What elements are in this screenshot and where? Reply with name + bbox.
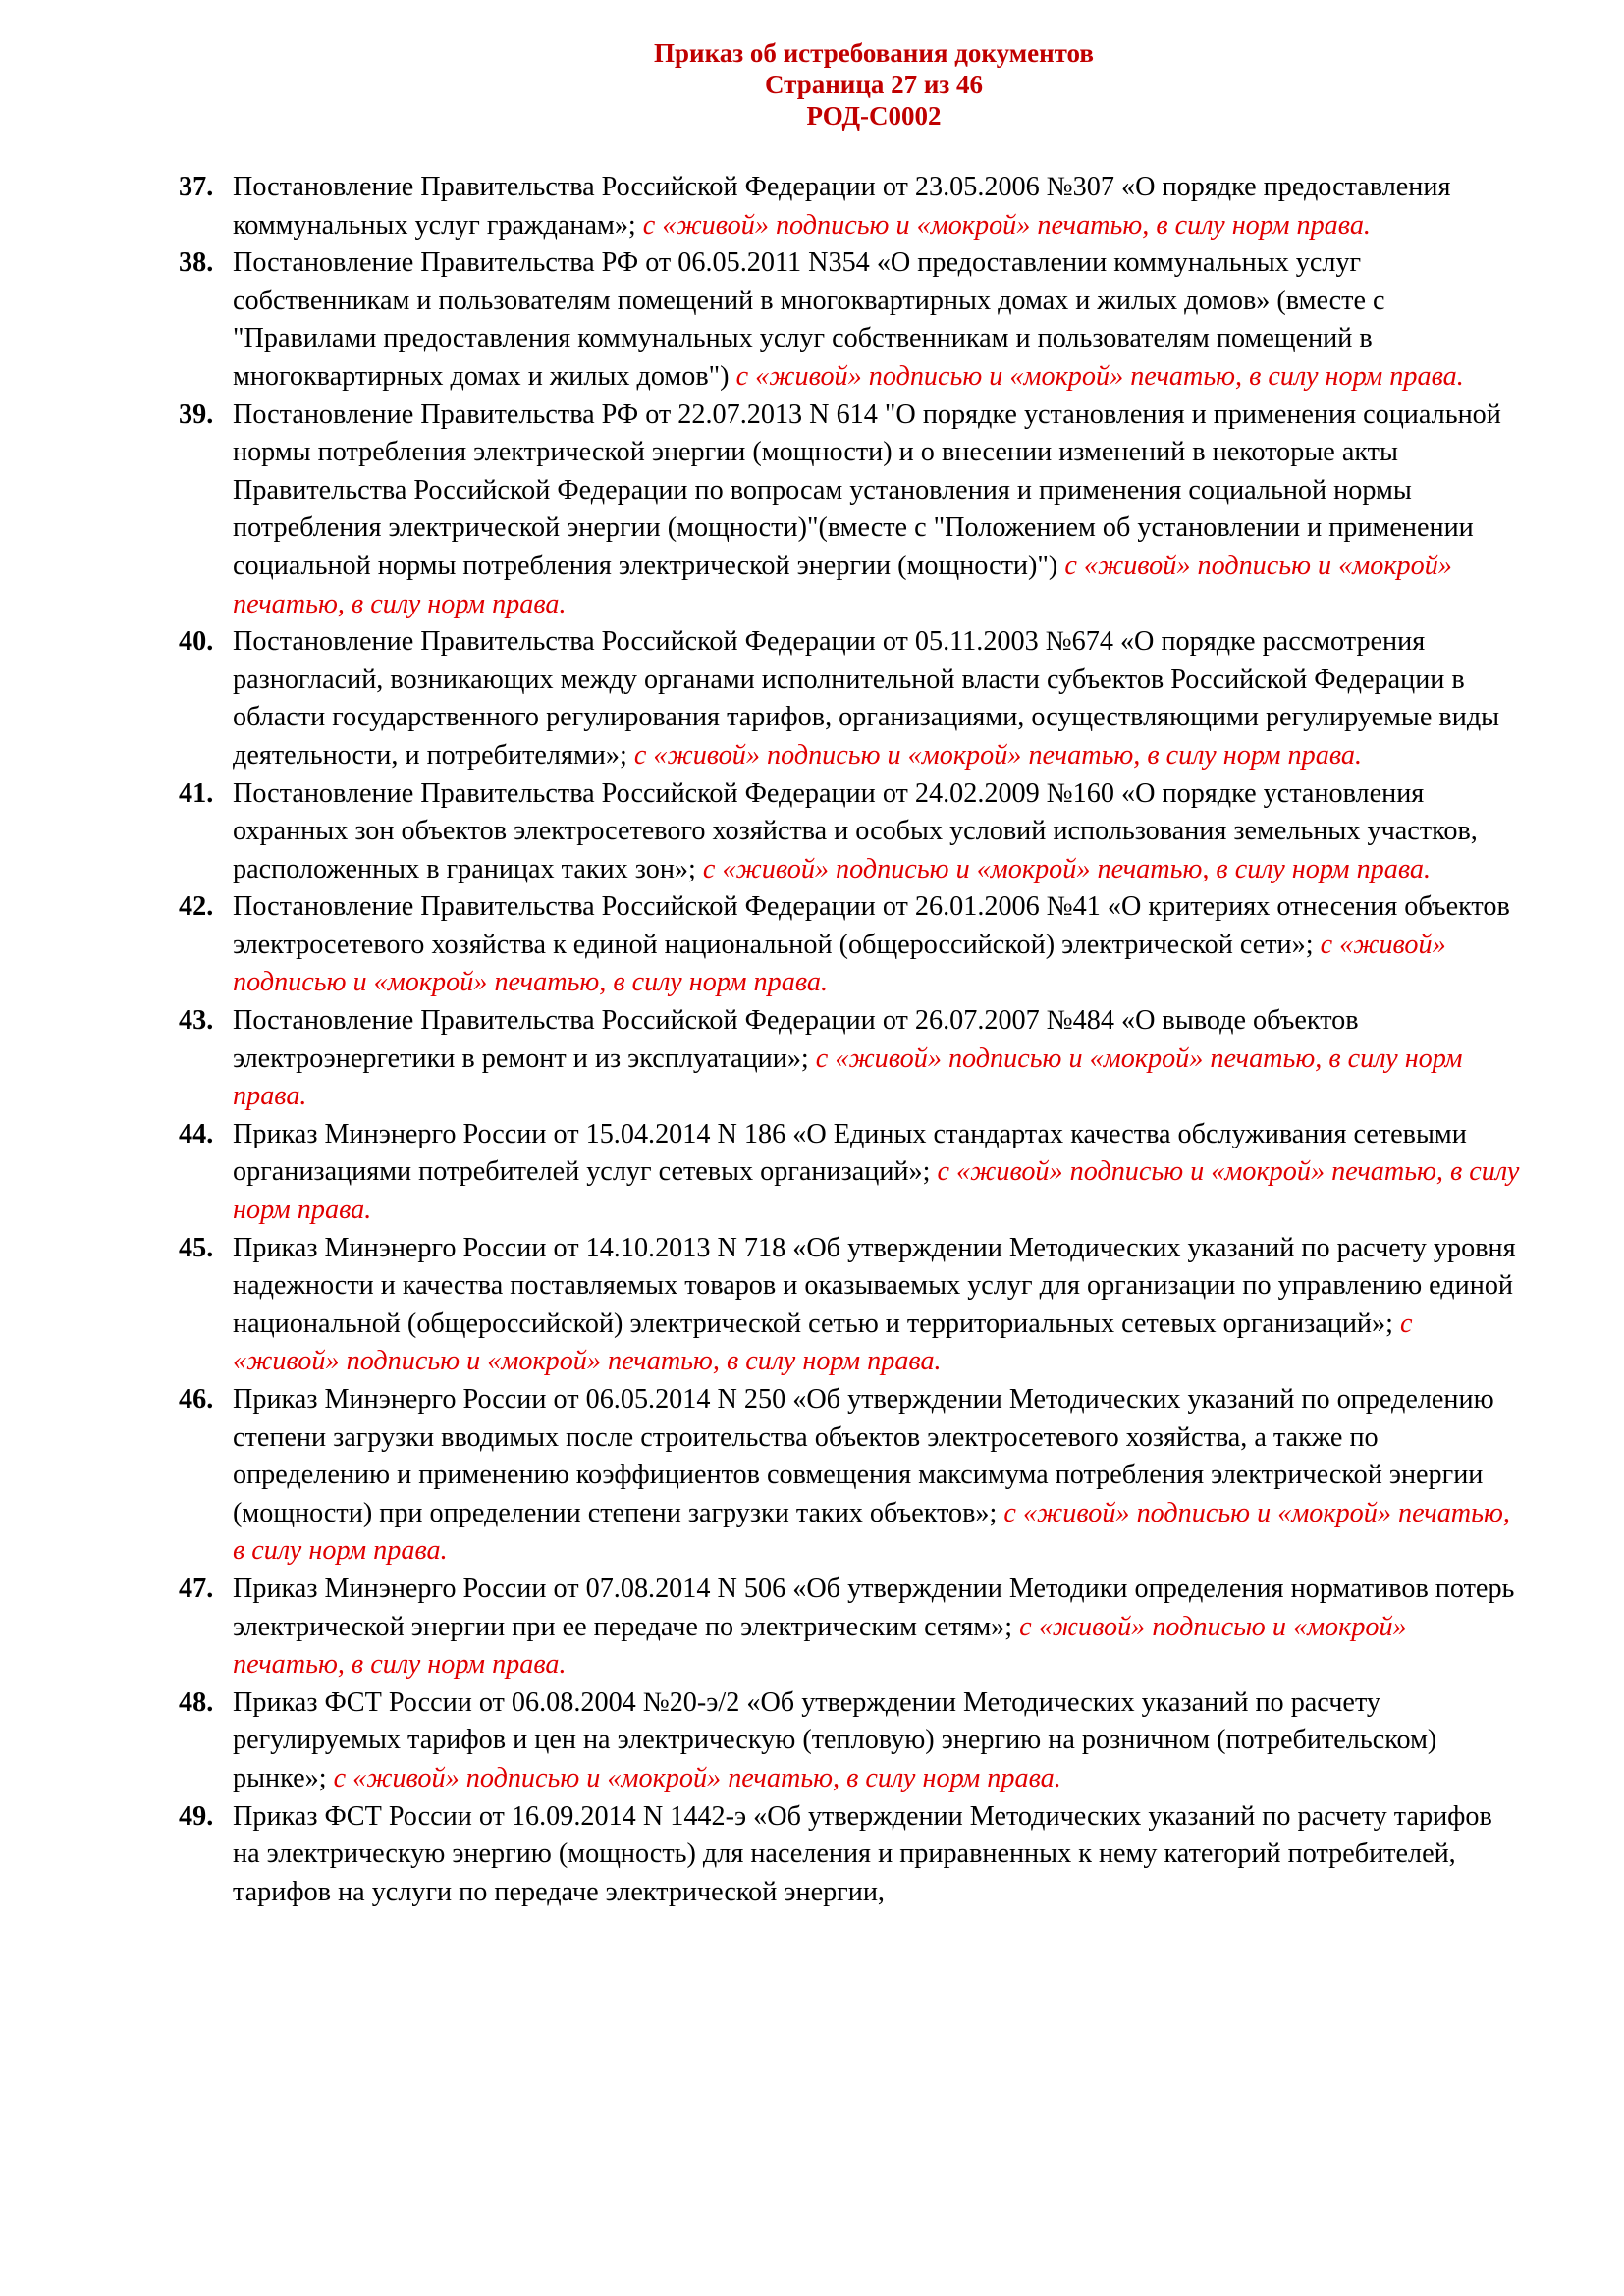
item-number: 44.	[179, 1118, 214, 1149]
item-note: с «живой» подписью и «мокрой» печатью, в силу норм права.	[735, 360, 1464, 392]
item-number: 37.	[179, 172, 214, 202]
item-text: Приказ Минэнерго России от 06.05.2014 N 250 «Об утверждении Методических указаний по определению степени загрузки вводимых после строительства объектов электросетевого хозяйства, а также по определению и применению коэффициентов совмещения максимума потребления электрической энергии (мощности) при определении степени загрузки таких объектов»;	[233, 1384, 1494, 1528]
item-text: Постановление Правительства Российской Федерации от 26.07.2007 №484 «О выводе объектов электроэнергетики в ремонт и из эксплуатации»;	[233, 1005, 1359, 1074]
list-item	[179, 169, 1524, 244]
item-number: 43.	[179, 1005, 214, 1037]
item-text: Постановление Правительства РФ от 06.05.2011 N354 «О предоставлении коммунальных услуг собственникам и пользователям помещений в многоквартирных домах и жилых домов» (вместе с "Правилами предоставления коммунальных услуг собственникам и пользователям помещений в многоквартирных домах и жилых домов")	[233, 247, 1385, 392]
item-note: с «живой» подписью и «мокрой» печатью, в силу норм права.	[233, 929, 1446, 998]
list-item	[179, 397, 1524, 624]
list-item	[179, 1684, 1524, 1798]
item-number: 49.	[179, 1800, 214, 1832]
item-text: Постановление Правительства РФ от 22.07.2013 N 614 "О порядке установления и применения социальной нормы потребления электрической энергии (мощности) и о внесении изменений в некоторые акты Правительства Российской Федерации по вопросам установления и применения социальной нормы потребления электрической энергии (мощности)"(вместе с "Положением об установлении и применении социальной нормы потребления электрической энергии (мощности)")	[233, 399, 1501, 581]
document-code: РОД-С0002	[806, 101, 942, 131]
item-note: с «живой» подписью и «мокрой» печатью, в силу норм права.	[633, 739, 1363, 771]
item-note: с «живой» подписью и «мокрой» печатью, в силу норм права.	[233, 1156, 1520, 1226]
list-item	[179, 1381, 1524, 1571]
item-text: Приказ ФСТ России от 06.08.2004 №20-э/2 «Об утверждении Методических указаний по расчету регулируемых тарифов и цен на электрическую (тепловую) энергию на розничном (потребительском) рынке»;	[233, 1686, 1437, 1793]
list-item	[179, 1002, 1524, 1116]
list-item	[179, 775, 1524, 889]
item-number: 48.	[179, 1686, 214, 1718]
list-item	[179, 888, 1524, 1002]
item-number: 38.	[179, 247, 214, 279]
item-number: 47.	[179, 1573, 214, 1604]
item-number: 39.	[179, 399, 214, 430]
item-note: с «живой» подписью и «мокрой» печатью, в силу норм права.	[702, 853, 1432, 884]
list-item	[179, 244, 1524, 396]
item-number: 40.	[179, 626, 214, 658]
list-item	[179, 1571, 1524, 1684]
item-note: с «живой» подписью и «мокрой» печатью, в силу норм права.	[233, 1042, 1463, 1112]
item-note: с «живой» подписью и «мокрой» печатью, в силу норм права.	[233, 1308, 1413, 1377]
item-text: Постановление Правительства Российской Федерации от 26.01.2006 №41 «О критериях отнесения объектов электросетевого хозяйства к единой национальной (общероссийской) электрической сети»;	[233, 891, 1510, 960]
list-item	[179, 1798, 1524, 1912]
item-text: Постановление Правительства Российской Федерации от 05.11.2003 №674 «О порядке рассмотрения разногласий, возникающих между органами исполнительной власти субъектов Российской Федерации в области государственного регулирования тарифов, организациями, осуществляющими регулируемые виды деятельности, и потребителями»;	[233, 626, 1500, 771]
legal-acts-list	[179, 169, 1524, 1911]
item-note: с «живой» подписью и «мокрой» печатью, в силу норм права.	[642, 209, 1371, 240]
item-number: 46.	[179, 1384, 214, 1415]
item-number: 45.	[179, 1232, 214, 1263]
list-item	[179, 623, 1524, 774]
item-text: Постановление Правительства Российской Федерации от 24.02.2009 №160 «О порядке установления охранных зон объектов электросетевого хозяйства и особых условий использования земельных участков, расположенных в границах таких зон»;	[233, 777, 1478, 884]
item-text: Приказ Минэнерго России от 15.04.2014 N 186 «О Единых стандартах качества обслуживания сетевыми организациями потребителей услуг сетевых организаций»;	[233, 1118, 1467, 1188]
item-note: с «живой» подписью и «мокрой» печатью, в силу норм права.	[233, 1611, 1407, 1681]
item-note: с «живой» подписью и «мокрой» печатью, в силу норм права.	[233, 1497, 1510, 1567]
list-item	[179, 1230, 1524, 1381]
item-note: с «живой» подписью и «мокрой» печатью, в силу норм права.	[233, 550, 1452, 619]
page-header	[0, 37, 1624, 132]
item-text: Приказ Минэнерго России от 14.10.2013 N 718 «Об утверждении Методических указаний по расчету уровня надежности и качества поставляемых товаров и оказываемых услуг для организации по управлению единой национальной (общероссийской) электрической сетью и территориальных сетевых организаций»;	[233, 1232, 1516, 1339]
item-number: 41.	[179, 777, 214, 809]
page-number: Страница 27 из 46	[764, 70, 984, 99]
item-number: 42.	[179, 891, 214, 923]
list-item	[179, 1116, 1524, 1230]
item-text: Приказ ФСТ России от 16.09.2014 N 1442-э «Об утверждении Методических указаний по расчету тарифов на электрическую энергию (мощность) для населения и приравненных к нему категорий потребителей, тарифов на услуги по передаче электрической энергии,	[233, 1800, 1492, 1907]
item-note: с «живой» подписью и «мокрой» печатью, в силу норм права.	[333, 1762, 1061, 1793]
item-text: Приказ Минэнерго России от 07.08.2014 N 506 «Об утверждении Методики определения нормативов потерь электрической энергии при ее передаче по электрическим сетям»;	[233, 1573, 1515, 1642]
item-text: Постановление Правительства Российской Федерации от 23.05.2006 №307 «О порядке предоставления коммунальных услуг гражданам»;	[233, 172, 1451, 240]
document-title: Приказ об истребования документов	[654, 38, 1094, 68]
